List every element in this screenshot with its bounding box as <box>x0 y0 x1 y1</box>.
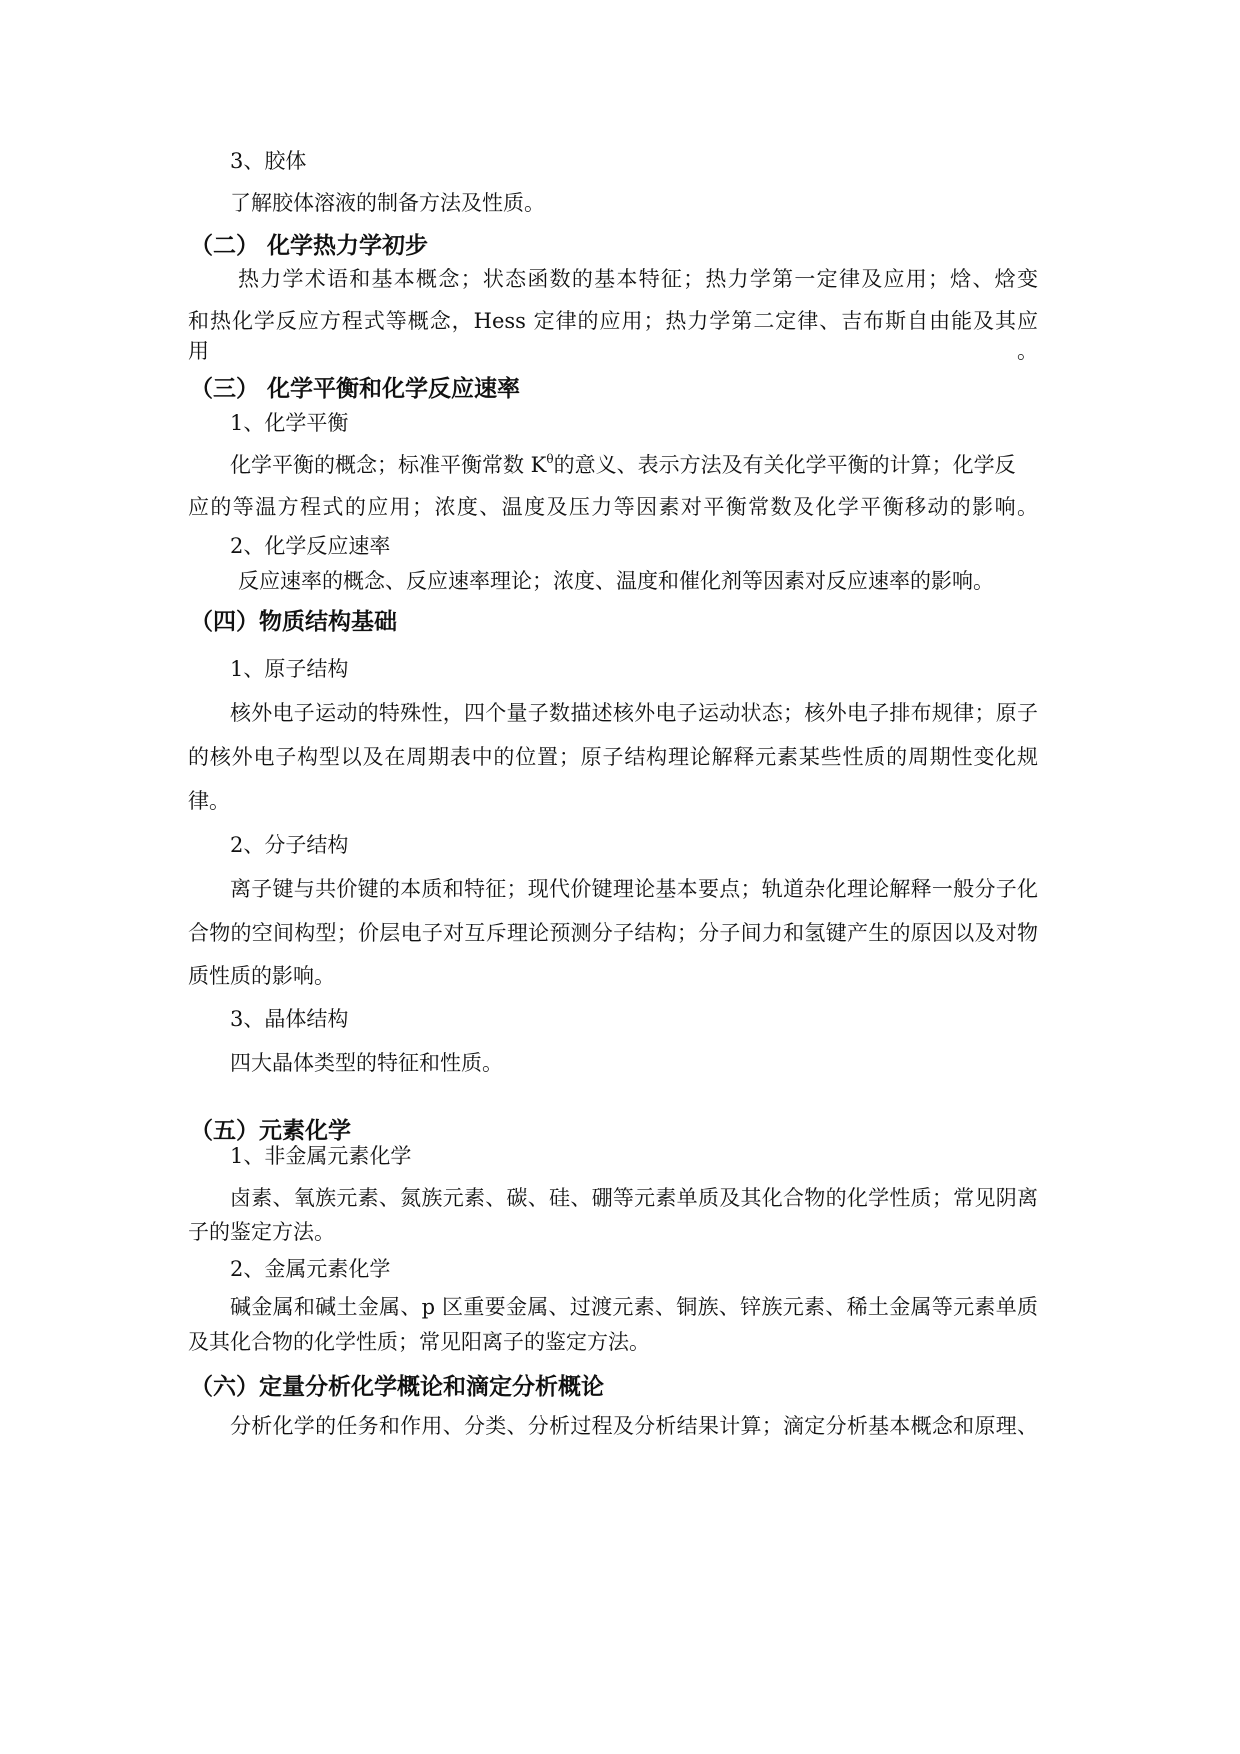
paragraph-equilibrium-line1 <box>230 449 1038 479</box>
heading-elements: （五）元素化学 <box>190 1118 351 1144</box>
subsection-title-reaction-rate: 2、化学反应速率 <box>230 534 391 558</box>
paragraph-molecular-line3: 质性质的影响。 <box>188 964 335 988</box>
paragraph-atomic-line2: 的核外电子构型以及在周期表中的位置；原子结构理论解释元素某些性质的周期性变化规 <box>188 745 1038 769</box>
paragraph-reaction-rate: 反应速率的概念、反应速率理论；浓度、温度和催化剂等因素对反应速率的影响。 <box>238 569 994 593</box>
paragraph-equilibrium-line2: 应的等温方程式的应用；浓度、温度及压力等因素对平衡常数及化学平衡移动的影响。 <box>188 495 1038 519</box>
heading-structure: （四）物质结构基础 <box>190 609 397 635</box>
paragraph-analysis-line1: 分析化学的任务和作用、分类、分析过程及分析结果计算；滴定分析基本概念和原理、 <box>230 1414 1038 1438</box>
paragraph-molecular-line1: 离子键与共价键的本质和特征；现代价键理论基本要点；轨道杂化理论解释一般分子化 <box>230 877 1038 901</box>
subsection-title-equilibrium: 1、化学平衡 <box>230 411 349 435</box>
paragraph-nonmetal-line2: 子的鉴定方法。 <box>188 1220 335 1244</box>
paragraph-thermo-line1: 热力学术语和基本概念；状态函数的基本特征；热力学第一定律及应用；焓、焓变 <box>238 267 1038 291</box>
paragraph-atomic-line1: 核外电子运动的特殊性，四个量子数描述核外电子运动状态；核外电子排布规律；原子 <box>230 701 1038 725</box>
subsection-title-atomic: 1、原子结构 <box>230 657 349 681</box>
paragraph-thermo-line2: 和热化学反应方程式等概念，Hess 定律的应用；热力学第二定律、吉布斯自由能及其应用。 <box>188 309 1038 363</box>
heading-thermodynamics: （二） 化学热力学初步 <box>190 233 429 259</box>
subsection-title-molecular: 2、分子结构 <box>230 833 349 857</box>
subsection-title-crystal: 3、晶体结构 <box>230 1007 349 1031</box>
heading-equilibrium-kinetics: （三） 化学平衡和化学反应速率 <box>190 376 521 402</box>
standard-state-symbol: θ <box>546 452 554 466</box>
paragraph-nonmetal-line1: 卤素、氧族元素、氮族元素、碳、硅、硼等元素单质及其化合物的化学性质；常见阴离 <box>230 1186 1038 1210</box>
paragraph-atomic-line3: 律。 <box>188 789 230 813</box>
subsection-title-metal: 2、金属元素化学 <box>230 1257 391 1281</box>
equilibrium-text-pre: 化学平衡的概念；标准平衡常数 K <box>230 453 547 477</box>
heading-quantitative-analysis: （六）定量分析化学概论和滴定分析概论 <box>190 1374 604 1400</box>
paragraph-molecular-line2: 合物的空间构型；价层电子对互斥理论预测分子结构；分子间力和氢键产生的原因以及对物 <box>188 921 1038 945</box>
paragraph-crystal: 四大晶体类型的特征和性质。 <box>230 1051 503 1075</box>
paragraph-metal-line1: 碱金属和碱土金属、p 区重要金属、过渡元素、铜族、锌族元素、稀土金属等元素单质 <box>230 1295 1038 1319</box>
subsection-title-nonmetal: 1、非金属元素化学 <box>230 1144 412 1168</box>
equilibrium-text-post: 的意义、表示方法及有关化学平衡的计算；化学反 <box>553 453 1016 477</box>
subsection-title-colloid: 3、胶体 <box>230 149 307 173</box>
paragraph-metal-line2: 及其化合物的化学性质；常见阳离子的鉴定方法。 <box>188 1330 650 1354</box>
paragraph-colloid: 了解胶体溶液的制备方法及性质。 <box>230 191 545 215</box>
